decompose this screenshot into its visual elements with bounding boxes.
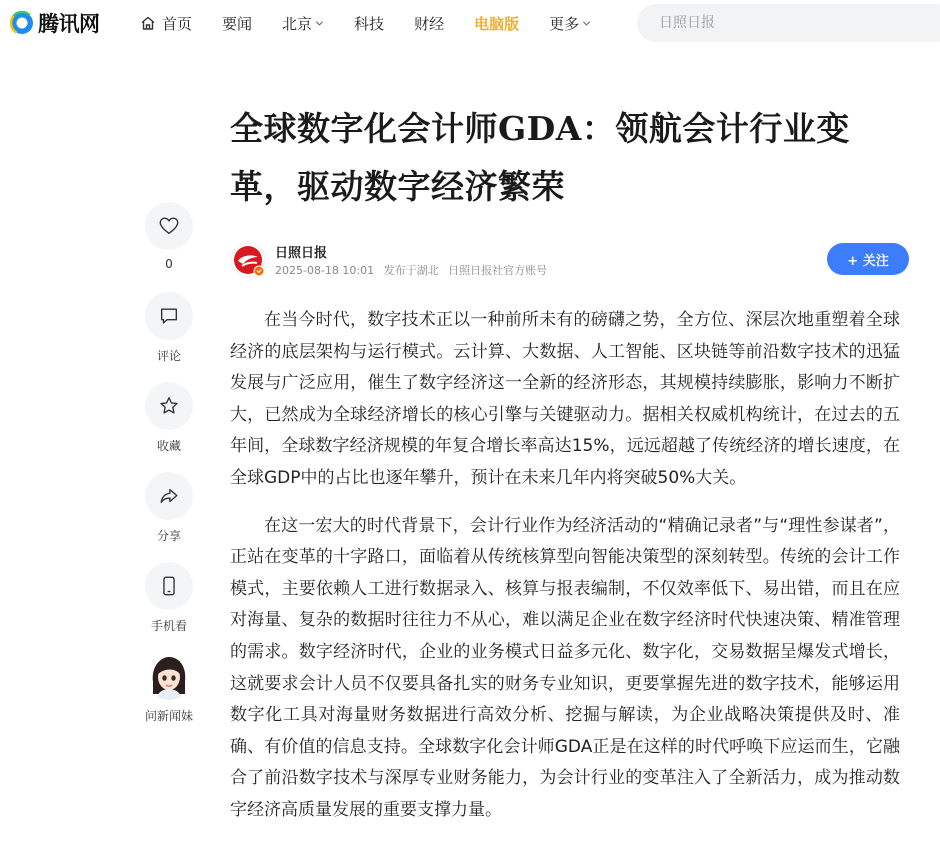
publish-datetime: 2025-08-18 10:01 (275, 264, 375, 277)
collect-label: 收藏 (156, 439, 181, 453)
share-button[interactable] (145, 472, 193, 520)
nav-home[interactable] (140, 13, 192, 34)
logo-text: 腾讯网 (38, 12, 100, 36)
article-body (230, 305, 900, 843)
comment-icon (158, 305, 180, 327)
mobile-label: 手机看 (150, 619, 187, 633)
nav-more-label: 更多 (549, 14, 580, 33)
phone-icon (158, 575, 180, 597)
publish-location: 发布于湖北 (383, 264, 439, 277)
collect-button[interactable] (145, 382, 193, 430)
site-logo[interactable] (10, 8, 100, 38)
author-bar (230, 242, 910, 282)
home-icon (140, 15, 156, 31)
heart-icon (158, 215, 180, 237)
collect-action (145, 382, 193, 472)
article (230, 100, 900, 820)
assistant-avatar[interactable] (145, 652, 193, 700)
nav-news-label: 要闻 (222, 14, 253, 33)
article-paragraph: 在当今时代，数字技术正以一种前所未有的磅礴之势，全方位、深层次地重塑着全球经济的底层架构与运行模式。云计算、大数据、人工智能、区块链等前沿数字技术的迅猛发展与广泛应用，催生了数字经济这一全新的经济形态，其规模持续膨胀，影响力不断扩大，已然成为全球经济增长的核心引擎与关键驱动力。据相关权威机构统计，在过去的五年间，全球数字经济规模的年复合增长率高达15%，远远超越了传统经济的增长速度，在全球GDP中的占比也逐年攀升，预计在未来几年内将突破50%大关。 (230, 310, 900, 488)
tencent-logo-icon (10, 11, 34, 35)
author-account-type: 日照日报社官方账号 (448, 264, 548, 277)
nav-desktop-version[interactable] (474, 13, 519, 34)
comment-label: 评论 (156, 349, 181, 363)
article-paragraph: 在这一宏大的时代背景下，会计行业作为经济活动的“精确记录者”与“理性参谋者”，正站在变革的十字路口，面临着从传统核算型向智能决策型的深刻转型。传统的会计工作模式，主要依赖人工进行数据录入、核算与报表编制，不仅效率低下、易出错，而且在应对海量、复杂的数据时往往力不从心，难以满足企业在数字经济时代快速决策、精准管理的需求。数字经济时代，企业的业务模式日益多元化、数字化，交易数据呈爆发式增长，这就要求会计人员不仅要具备扎实的财务专业知识，更要掌握先进的数字技术，能够运用数字化工具对海量财务数据进行高效分析、挖掘与解读，为企业战略决策提供及时、准确、有价值的信息支持。全球数字化会计师GDA正是在这样的时代呼唤下应运而生，它融合了前沿数字技术与深厚专业财务能力，为会计行业的变革注入了全新活力，成为推动数字经济高质量发展的重要支撑力量。 (230, 515, 900, 820)
nav-beijing-label: 北京 (282, 14, 313, 33)
mobile-button[interactable] (145, 562, 193, 610)
nav-tech[interactable] (354, 13, 384, 34)
assistant-label: 问新闻妹 (145, 709, 194, 723)
search-input[interactable] (657, 14, 921, 32)
follow-button[interactable]: + 关注 (827, 243, 909, 275)
chevron-down-icon (582, 19, 591, 28)
article-title: 全球数字化会计师GDA：领航会计行业变革，驱动数字经济繁荣 (230, 109, 850, 206)
search-box[interactable] (637, 4, 940, 42)
mobile-action (145, 562, 193, 652)
top-header (0, 0, 940, 46)
star-icon (158, 395, 180, 417)
assistant-action (145, 652, 193, 742)
author-avatar[interactable] (230, 242, 266, 278)
nav-more[interactable] (549, 13, 591, 34)
like-button[interactable] (145, 202, 193, 250)
nav-finance-label: 财经 (414, 14, 445, 33)
assistant-girl-icon (145, 652, 193, 700)
action-rail (145, 202, 193, 742)
comment-action (145, 292, 193, 382)
nav-finance[interactable] (414, 13, 444, 34)
nav-desktop-label: 电脑版 (474, 14, 520, 33)
like-action (145, 202, 193, 292)
share-label: 分享 (156, 529, 181, 543)
main-nav (140, 0, 621, 46)
comment-button[interactable] (145, 292, 193, 340)
share-icon (158, 485, 180, 507)
nav-news[interactable] (222, 13, 252, 34)
like-count: 0 (165, 257, 173, 271)
author-name[interactable]: 日照日报 (275, 246, 328, 261)
nav-home-label: 首页 (162, 14, 193, 33)
nav-tech-label: 科技 (354, 14, 385, 33)
nav-beijing[interactable] (282, 13, 324, 34)
share-action (145, 472, 193, 562)
author-meta (275, 262, 553, 278)
chevron-down-icon (315, 19, 324, 28)
